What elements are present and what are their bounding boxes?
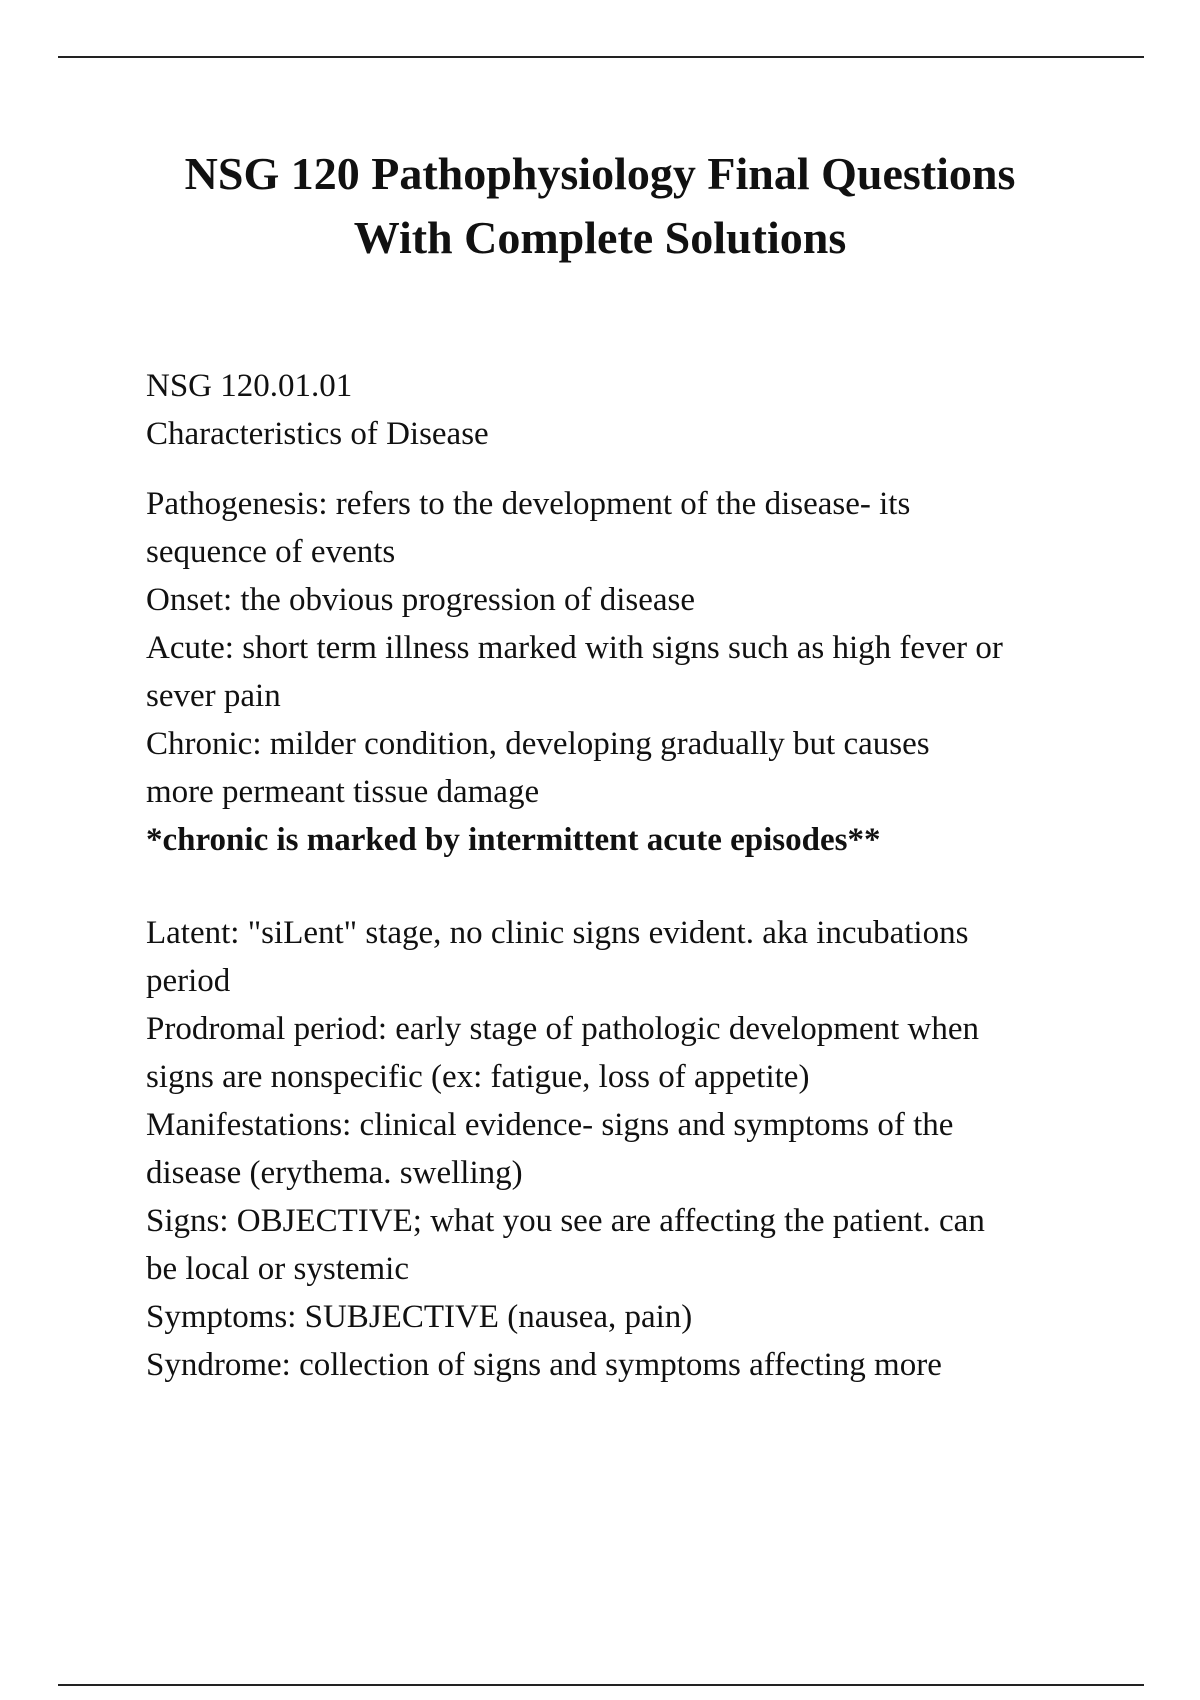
body-line: Prodromal period: early stage of pathologic development when — [146, 1011, 980, 1047]
document-body — [146, 362, 1106, 1389]
body-line: more permeant tissue damage — [146, 774, 540, 810]
spacer — [146, 458, 1106, 480]
body-line: Syndrome: collection of signs and symptoms affecting more — [146, 1347, 942, 1383]
top-rule — [58, 56, 1144, 58]
spacer — [146, 864, 1106, 909]
body-line: sequence of events — [146, 534, 396, 570]
title-line-1: NSG 120 Pathophysiology Final Questions — [184, 148, 1016, 199]
body-line: Pathogenesis: refers to the development of the disease- its — [146, 486, 911, 522]
bottom-rule — [58, 1684, 1144, 1686]
body-line: be local or systemic — [146, 1251, 410, 1287]
body-line: Manifestations: clinical evidence- signs and symptoms of the — [146, 1107, 954, 1143]
body-line: disease (erythema. swelling) — [146, 1155, 523, 1191]
document-title — [100, 142, 1100, 270]
body-line: sever pain — [146, 678, 281, 714]
body-line: Symptoms: SUBJECTIVE (nausea, pain) — [146, 1299, 693, 1335]
emphasis-note: *chronic is marked by intermittent acute episodes** — [146, 822, 881, 858]
body-line: signs are nonspecific (ex: fatigue, loss of appetite) — [146, 1059, 810, 1095]
section-heading: Characteristics of Disease — [146, 416, 489, 452]
body-line: period — [146, 963, 231, 999]
body-line: Chronic: milder condition, developing gradually but causes — [146, 726, 930, 762]
title-line-2: With Complete Solutions — [353, 212, 847, 263]
body-line: Latent: "siLent" stage, no clinic signs evident. aka incubations — [146, 915, 969, 951]
body-line: Signs: OBJECTIVE; what you see are affecting the patient. can — [146, 1203, 985, 1239]
body-line: Onset: the obvious progression of disease — [146, 582, 695, 618]
body-line: Acute: short term illness marked with signs such as high fever or — [146, 630, 1003, 666]
course-code: NSG 120.01.01 — [146, 368, 353, 404]
